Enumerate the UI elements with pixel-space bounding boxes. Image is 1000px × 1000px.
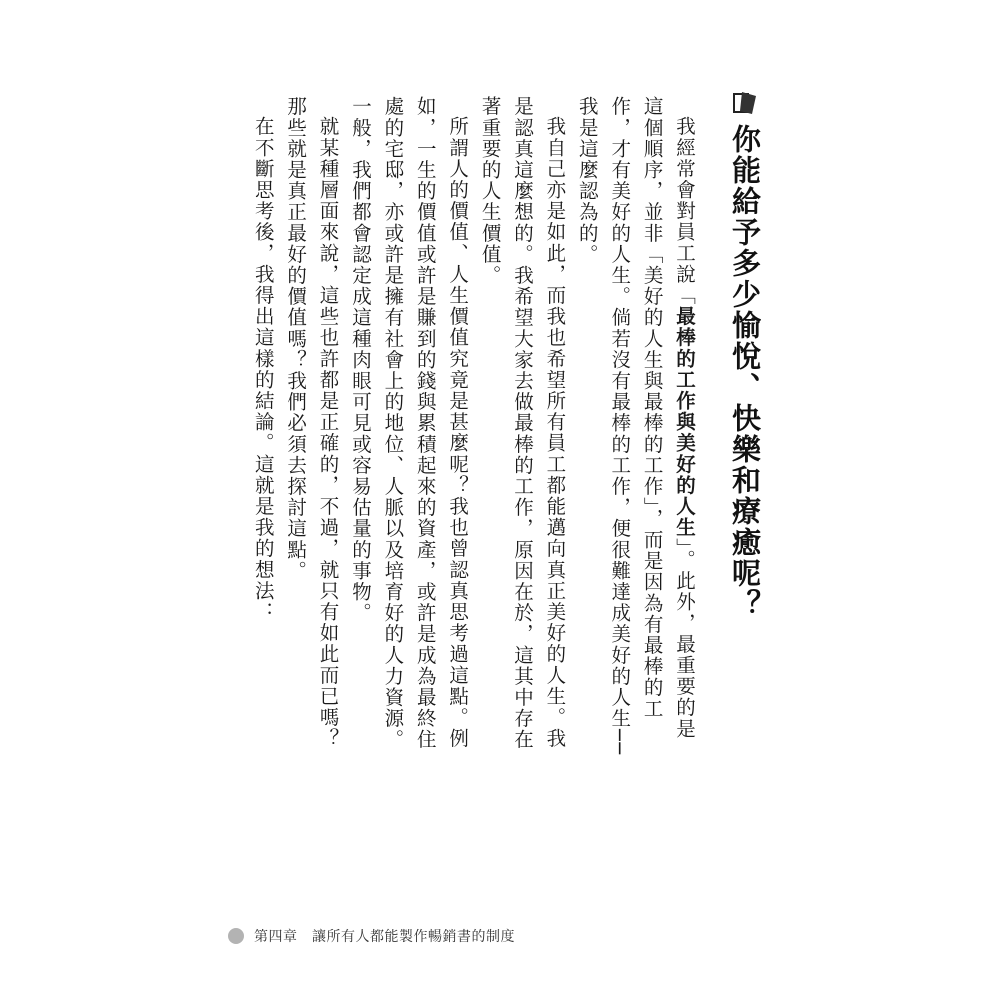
paragraph xyxy=(279,96,344,756)
paragraph-text: 就某種層面來說，這些也許都是正確的，不過，就只有如此而已嗎？那些就是真正最好的價值嗎？我們必須去探討這點。 xyxy=(284,96,340,749)
section-heading: 你能給予多少愉悅、快樂和療癒呢？ xyxy=(728,124,762,620)
paragraph-text: 所謂人的價值、人生價值究竟是甚麼呢？我也曾認真思考過這點。例如，一生的價值或許是賺到的錢與累積起來的資產，或許是成為最終住處的宅邸，亦或許是擁有社會上的地位、人脈以及培育好的人力資源。一般，我們都會認定成這種肉眼可見或容易估量的事物。 xyxy=(348,96,470,751)
page-footer xyxy=(228,924,515,948)
paragraph xyxy=(344,96,474,756)
paragraph-text: 我經常會對員工說「 xyxy=(673,115,696,306)
chapter-title: 第四章 讓所有人都能製作暢銷書的制度 xyxy=(254,929,515,945)
paragraph xyxy=(570,96,700,756)
paragraph xyxy=(473,96,570,756)
footer-dot-icon xyxy=(228,928,244,944)
emphasis-text: 最棒的工作與美好的人生 xyxy=(673,305,696,538)
paragraph-text: 」。此外，最重要的是這個順序，並非「美好的人生與最棒的工作」，而是因為有最棒的工作，才有美好的人生。倘若沒有最棒的工作，便很難達成美好的人生──我是這麼認為的。 xyxy=(575,96,696,756)
paragraph xyxy=(246,96,278,756)
paragraph-text: 在不斷思考後，我得出這樣的結論。這就是我的想法： xyxy=(251,115,275,622)
section-heading-block xyxy=(728,90,768,620)
notebook-icon xyxy=(732,90,758,116)
paragraph-text: 我自己亦是如此，而我也希望所有員工都能邁向真正美好的人生。我是認真這麼想的。我希望大家去做最棒的工作，原因在於，這其中存在著重要的人生價值。 xyxy=(478,96,567,751)
body-text xyxy=(246,96,700,756)
